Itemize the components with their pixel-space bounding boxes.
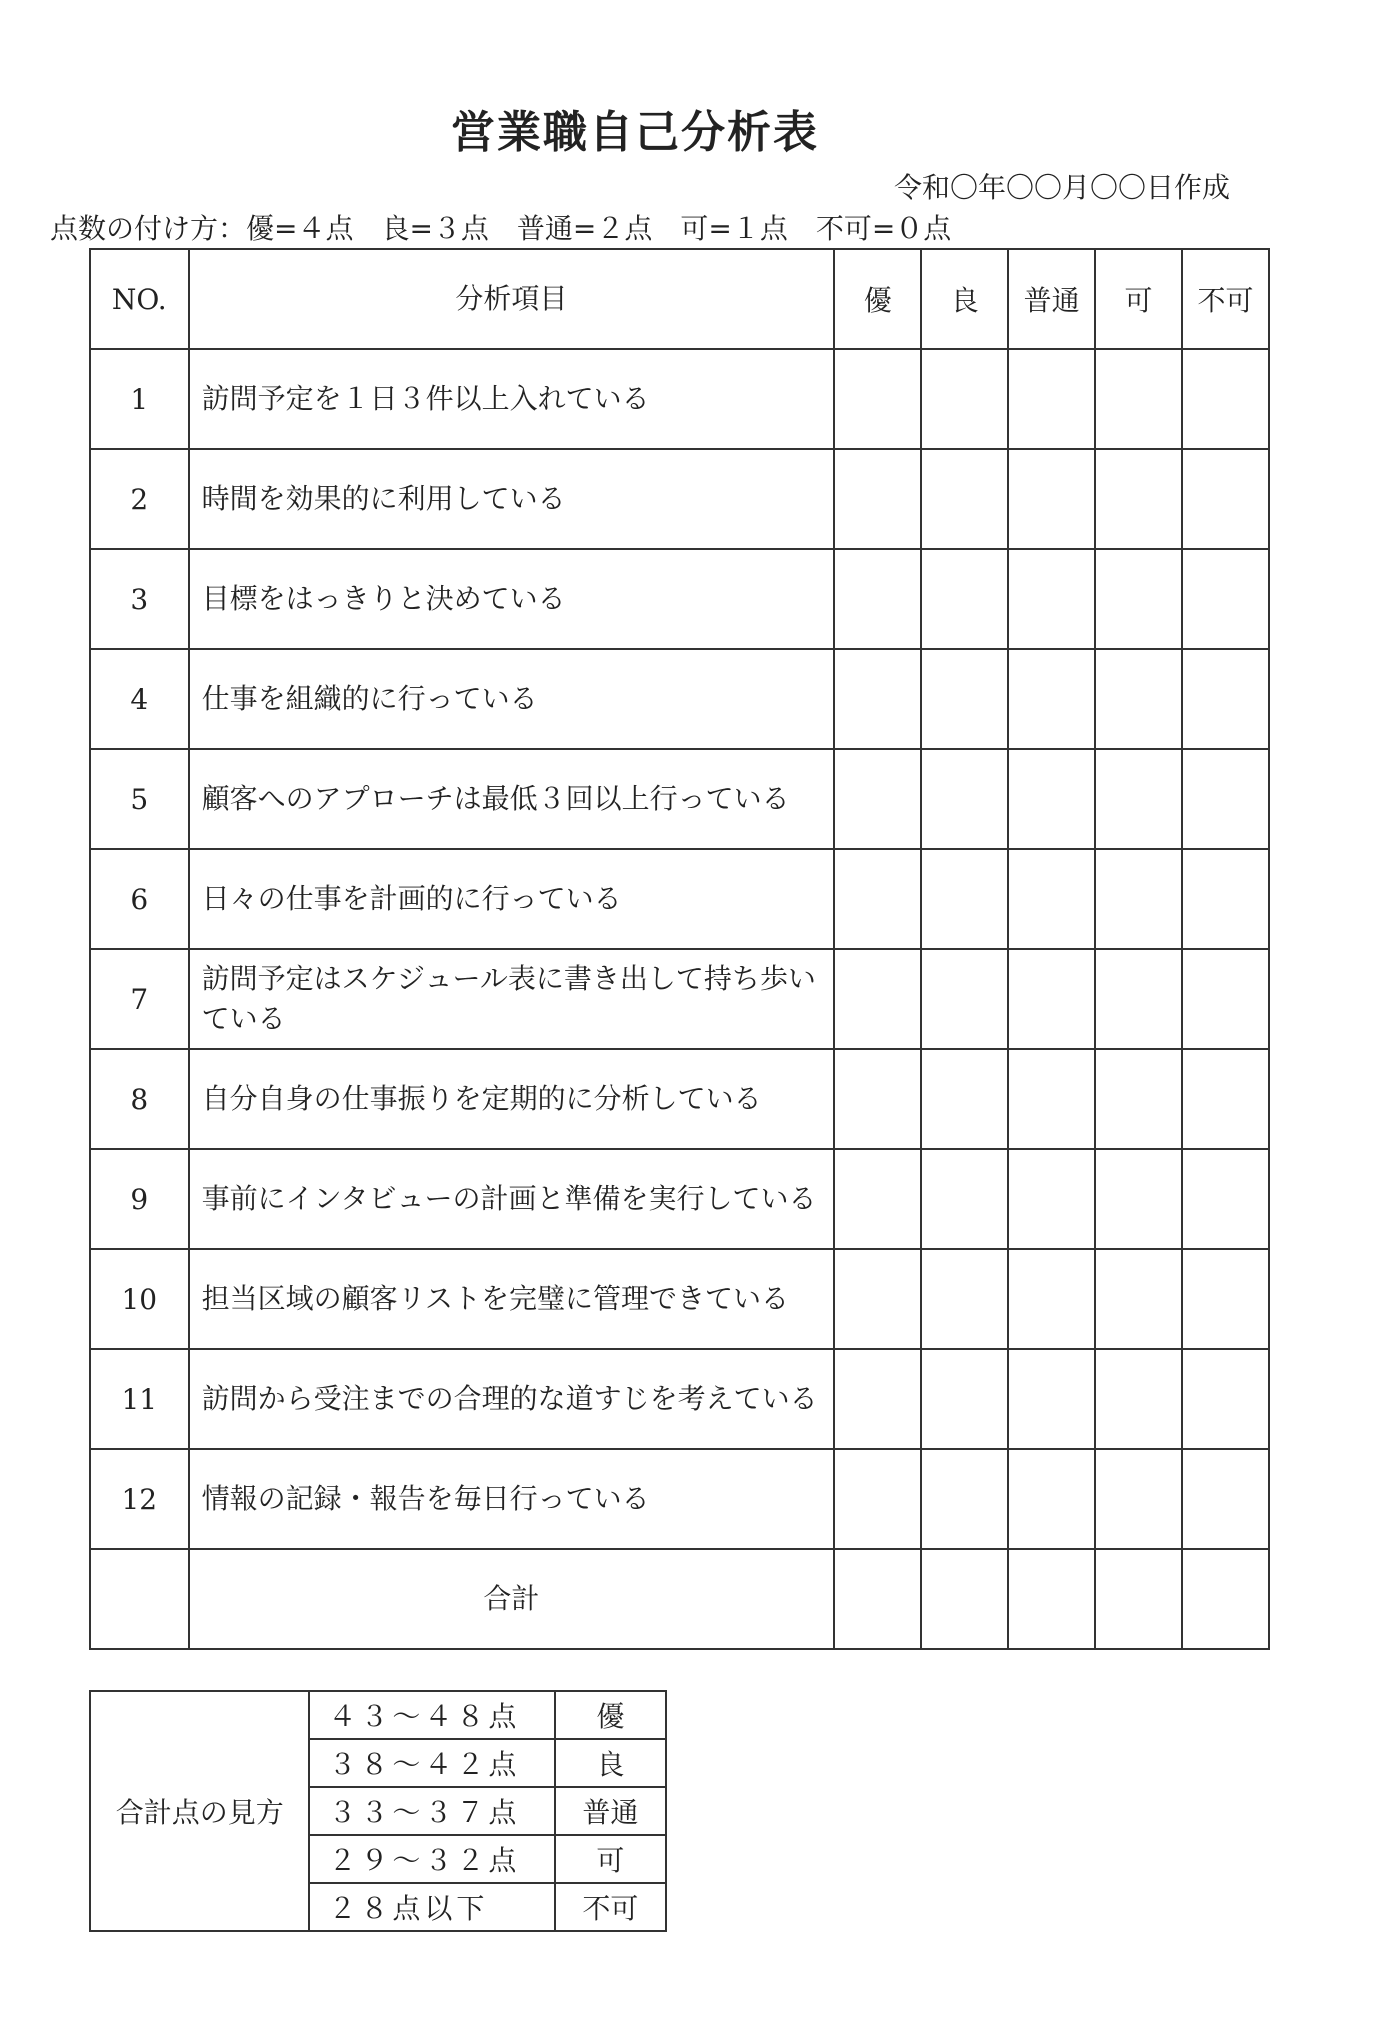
row-number: 10: [90, 1249, 189, 1349]
score-cell-excellent[interactable]: [834, 649, 921, 749]
score-cell-poor[interactable]: [1182, 1349, 1269, 1449]
table-row: [90, 849, 1269, 949]
header-item: 分析項目: [189, 249, 835, 349]
score-cell-excellent[interactable]: [834, 1249, 921, 1349]
row-number: 7: [90, 949, 189, 1049]
total-row: [90, 1549, 1269, 1649]
total-label: 合計: [189, 1549, 835, 1649]
score-cell-good[interactable]: [921, 349, 1008, 449]
score-cell-good[interactable]: [921, 749, 1008, 849]
legend-range: ４３～４８点: [309, 1691, 554, 1739]
score-cell-average[interactable]: [1008, 849, 1095, 949]
row-number: 3: [90, 549, 189, 649]
score-cell-poor[interactable]: [1182, 1249, 1269, 1349]
score-cell-poor[interactable]: [1182, 1149, 1269, 1249]
score-cell-poor[interactable]: [1182, 449, 1269, 549]
score-cell-fair[interactable]: [1095, 849, 1182, 949]
legend-grade: 良: [555, 1739, 666, 1787]
score-cell-average[interactable]: [1008, 449, 1095, 549]
header-row: [90, 249, 1269, 349]
table-row: [90, 949, 1269, 1049]
legend-grade: 不可: [555, 1883, 666, 1931]
score-cell-fair[interactable]: [1095, 349, 1182, 449]
total-number-cell: [90, 1549, 189, 1649]
score-cell-average[interactable]: [1008, 749, 1095, 849]
table-row: [90, 549, 1269, 649]
row-item: 日々の仕事を計画的に行っている: [189, 849, 835, 949]
header-grade-excellent: 優: [834, 249, 921, 349]
score-cell-average[interactable]: [1008, 1149, 1095, 1249]
scoring-note: 点数の付け方：優=４点 良=３点 普通=２点 可=１点 不可=０点: [50, 212, 952, 245]
score-cell-fair[interactable]: [1095, 649, 1182, 749]
row-number: 2: [90, 449, 189, 549]
score-cell-excellent[interactable]: [834, 949, 921, 1049]
row-number: 6: [90, 849, 189, 949]
total-cell-fair[interactable]: [1095, 1549, 1182, 1649]
score-cell-good[interactable]: [921, 949, 1008, 1049]
table-row: [90, 1049, 1269, 1149]
header-grade-fair: 可: [1095, 249, 1182, 349]
score-cell-excellent[interactable]: [834, 1149, 921, 1249]
score-cell-excellent[interactable]: [834, 749, 921, 849]
score-cell-fair[interactable]: [1095, 1049, 1182, 1149]
header-no: NO.: [90, 249, 189, 349]
score-cell-poor[interactable]: [1182, 1449, 1269, 1549]
legend-range: ２９～３２点: [309, 1835, 554, 1883]
legend-grade: 優: [555, 1691, 666, 1739]
row-item: 時間を効果的に利用している: [189, 449, 835, 549]
row-item: 仕事を組織的に行っている: [189, 649, 835, 749]
row-number: 8: [90, 1049, 189, 1149]
total-cell-good[interactable]: [921, 1549, 1008, 1649]
score-cell-fair[interactable]: [1095, 949, 1182, 1049]
analysis-table: [89, 248, 1270, 1650]
header-grade-average: 普通: [1008, 249, 1095, 349]
score-cell-fair[interactable]: [1095, 1349, 1182, 1449]
table-row: [90, 1149, 1269, 1249]
table-row: [90, 1449, 1269, 1549]
creation-date: 令和〇年〇〇月〇〇日作成: [893, 171, 1230, 204]
score-cell-good[interactable]: [921, 1249, 1008, 1349]
score-cell-average[interactable]: [1008, 549, 1095, 649]
row-item: 目標をはっきりと決めている: [189, 549, 835, 649]
row-item: 担当区域の顧客リストを完璧に管理できている: [189, 1249, 835, 1349]
score-cell-average[interactable]: [1008, 349, 1095, 449]
score-cell-poor[interactable]: [1182, 749, 1269, 849]
score-cell-excellent[interactable]: [834, 449, 921, 549]
score-cell-poor[interactable]: [1182, 1049, 1269, 1149]
legend-row: [90, 1691, 666, 1739]
header-grade-poor: 不可: [1182, 249, 1269, 349]
score-cell-excellent[interactable]: [834, 1349, 921, 1449]
row-item: 訪問予定を１日３件以上入れている: [189, 349, 835, 449]
score-legend-table: [89, 1690, 667, 1932]
score-cell-good[interactable]: [921, 849, 1008, 949]
score-cell-poor[interactable]: [1182, 949, 1269, 1049]
table-row: [90, 1249, 1269, 1349]
legend-label: 合計点の見方: [90, 1691, 309, 1931]
header-grade-good: 良: [921, 249, 1008, 349]
row-item: 情報の記録・報告を毎日行っている: [189, 1449, 835, 1549]
score-cell-good[interactable]: [921, 1149, 1008, 1249]
score-cell-excellent[interactable]: [834, 1049, 921, 1149]
score-cell-fair[interactable]: [1095, 1249, 1182, 1349]
table-row: [90, 349, 1269, 449]
score-cell-average[interactable]: [1008, 1349, 1095, 1449]
score-cell-good[interactable]: [921, 1449, 1008, 1549]
row-item: 訪問予定はスケジュール表に書き出して持ち歩いている: [189, 949, 835, 1049]
page-title: 営業職自己分析表: [451, 107, 819, 158]
row-number: 11: [90, 1349, 189, 1449]
row-item: 事前にインタビューの計画と準備を実行している: [189, 1149, 835, 1249]
row-number: 4: [90, 649, 189, 749]
legend-grade: 可: [555, 1835, 666, 1883]
table-row: [90, 1349, 1269, 1449]
legend-grade: 普通: [555, 1787, 666, 1835]
score-cell-fair[interactable]: [1095, 449, 1182, 549]
score-cell-fair[interactable]: [1095, 549, 1182, 649]
row-item: 訪問から受注までの合理的な道すじを考えている: [189, 1349, 835, 1449]
score-cell-good[interactable]: [921, 649, 1008, 749]
score-cell-good[interactable]: [921, 549, 1008, 649]
score-cell-fair[interactable]: [1095, 749, 1182, 849]
score-cell-poor[interactable]: [1182, 349, 1269, 449]
row-item: 顧客へのアプローチは最低３回以上行っている: [189, 749, 835, 849]
legend-range: ２８点以下: [309, 1883, 554, 1931]
score-cell-average[interactable]: [1008, 1449, 1095, 1549]
total-cell-average[interactable]: [1008, 1549, 1095, 1649]
score-cell-fair[interactable]: [1095, 1149, 1182, 1249]
score-cell-fair[interactable]: [1095, 1449, 1182, 1549]
score-cell-average[interactable]: [1008, 1049, 1095, 1149]
legend-range: ３３～３７点: [309, 1787, 554, 1835]
table-row: [90, 749, 1269, 849]
row-item: 自分自身の仕事振りを定期的に分析している: [189, 1049, 835, 1149]
total-cell-excellent[interactable]: [834, 1549, 921, 1649]
row-number: 1: [90, 349, 189, 449]
total-cell-poor[interactable]: [1182, 1549, 1269, 1649]
row-number: 5: [90, 749, 189, 849]
score-cell-poor[interactable]: [1182, 849, 1269, 949]
legend-range: ３８～４２点: [309, 1739, 554, 1787]
score-cell-excellent[interactable]: [834, 549, 921, 649]
score-cell-poor[interactable]: [1182, 549, 1269, 649]
row-number: 9: [90, 1149, 189, 1249]
table-row: [90, 449, 1269, 549]
score-cell-excellent[interactable]: [834, 349, 921, 449]
score-cell-good[interactable]: [921, 1049, 1008, 1149]
score-cell-average[interactable]: [1008, 649, 1095, 749]
row-number: 12: [90, 1449, 189, 1549]
score-cell-excellent[interactable]: [834, 849, 921, 949]
score-cell-good[interactable]: [921, 449, 1008, 549]
score-cell-average[interactable]: [1008, 949, 1095, 1049]
score-cell-poor[interactable]: [1182, 649, 1269, 749]
score-cell-good[interactable]: [921, 1349, 1008, 1449]
score-cell-average[interactable]: [1008, 1249, 1095, 1349]
score-cell-excellent[interactable]: [834, 1449, 921, 1549]
table-row: [90, 649, 1269, 749]
